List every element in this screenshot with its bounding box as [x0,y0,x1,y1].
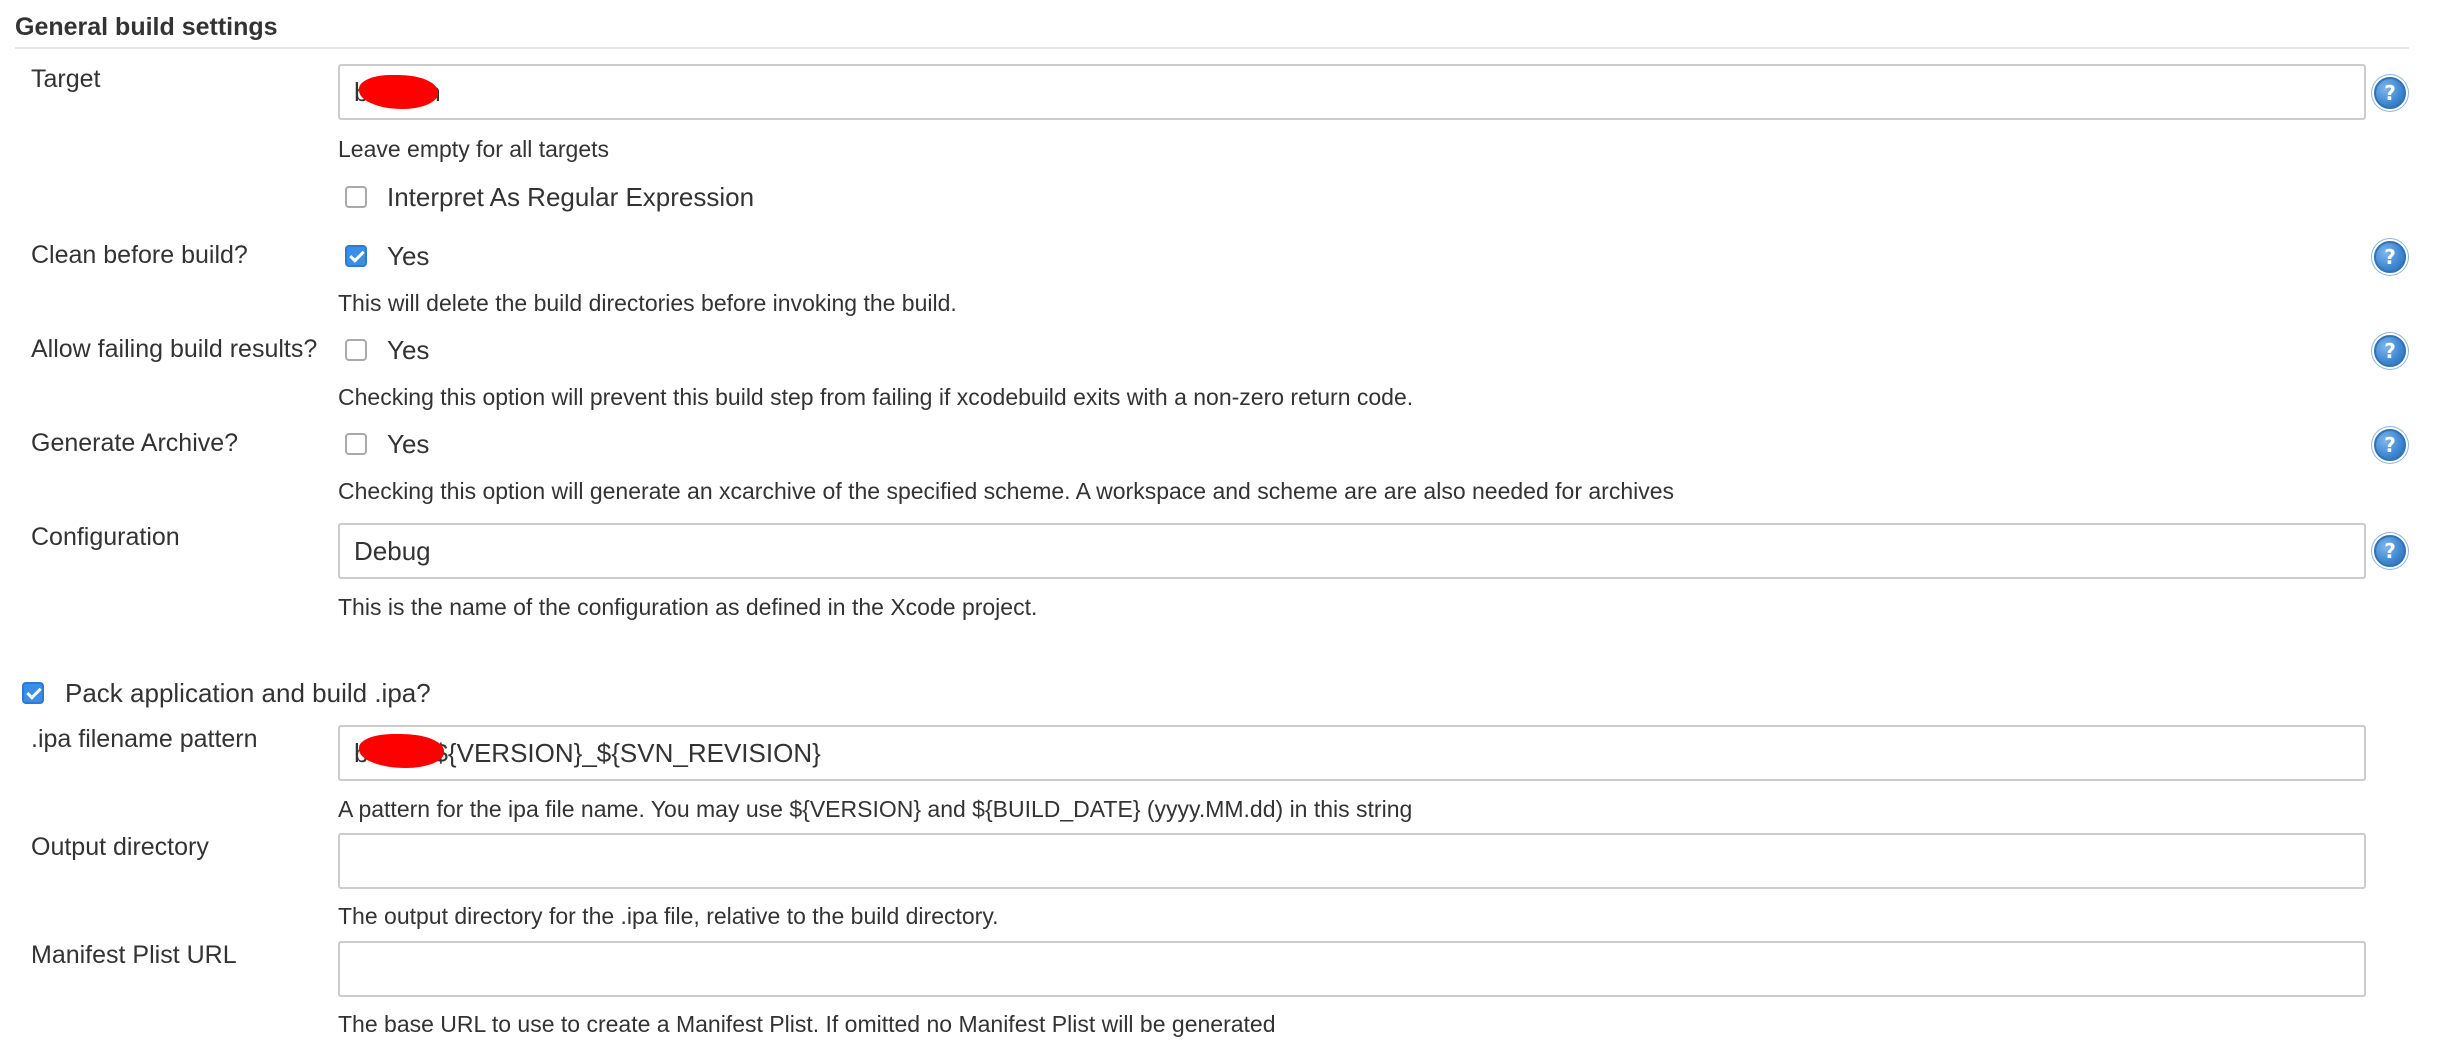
clean-checkbox[interactable] [345,245,367,267]
manifest-url-label: Manifest Plist URL [31,941,237,969]
ipa-pattern-input[interactable] [338,725,2366,781]
regex-checkbox[interactable] [345,186,367,208]
manifest-url-help-text: The base URL to use to create a Manifest Plist. If omitted no Manifest Plist will be generated [338,1011,1276,1037]
configuration-help-text: This is the name of the configuration as defined in the Xcode project. [338,594,1038,620]
pack-ipa-checkbox[interactable] [22,682,44,704]
target-label: Target [31,65,101,93]
archive-help-icon[interactable]: ? [2374,429,2406,461]
ipa-pattern-label: .ipa filename pattern [31,725,258,753]
allow-failing-help-text: Checking this option will prevent this build step from failing if xcodebuild exits with a non-zero return code. [338,384,1414,410]
archive-label: Generate Archive? [31,429,239,457]
target-help-text: Leave empty for all targets [338,136,610,162]
clean-checkbox-label: Yes [387,241,430,271]
archive-checkbox-label: Yes [387,429,430,459]
archive-help-text: Checking this option will generate an xcarchive of the specified scheme. A workspace and scheme are are also needed for archives [338,478,1675,504]
allow-failing-label: Allow failing build results? [31,335,318,363]
pack-ipa-label: Pack application and build .ipa? [65,678,431,708]
clean-help-icon[interactable]: ? [2374,241,2406,273]
output-dir-help-text: The output directory for the .ipa file, relative to the build directory. [338,903,999,929]
manifest-url-input[interactable] [338,941,2366,997]
archive-checkbox[interactable] [345,433,367,455]
configuration-input[interactable] [338,523,2366,579]
clean-help-text: This will delete the build directories before invoking the build. [338,290,957,316]
output-dir-input[interactable] [338,833,2366,889]
configuration-label: Configuration [31,523,180,551]
regex-checkbox-label: Interpret As Regular Expression [387,182,755,212]
clean-label: Clean before build? [31,241,248,269]
allow-failing-checkbox-label: Yes [387,335,430,365]
target-help-icon[interactable]: ? [2374,77,2406,109]
ipa-pattern-help-text: A pattern for the ipa file name. You may use ${VERSION} and ${BUILD_DATE} (yyyy.MM.dd) in this string [338,796,1413,822]
section-title: General build settings [15,13,278,41]
section-divider [15,47,2409,49]
output-dir-label: Output directory [31,833,209,861]
target-input[interactable] [338,64,2366,120]
allow-failing-checkbox[interactable] [345,339,367,361]
configuration-help-icon[interactable]: ? [2374,535,2406,567]
allow-failing-help-icon[interactable]: ? [2374,335,2406,367]
